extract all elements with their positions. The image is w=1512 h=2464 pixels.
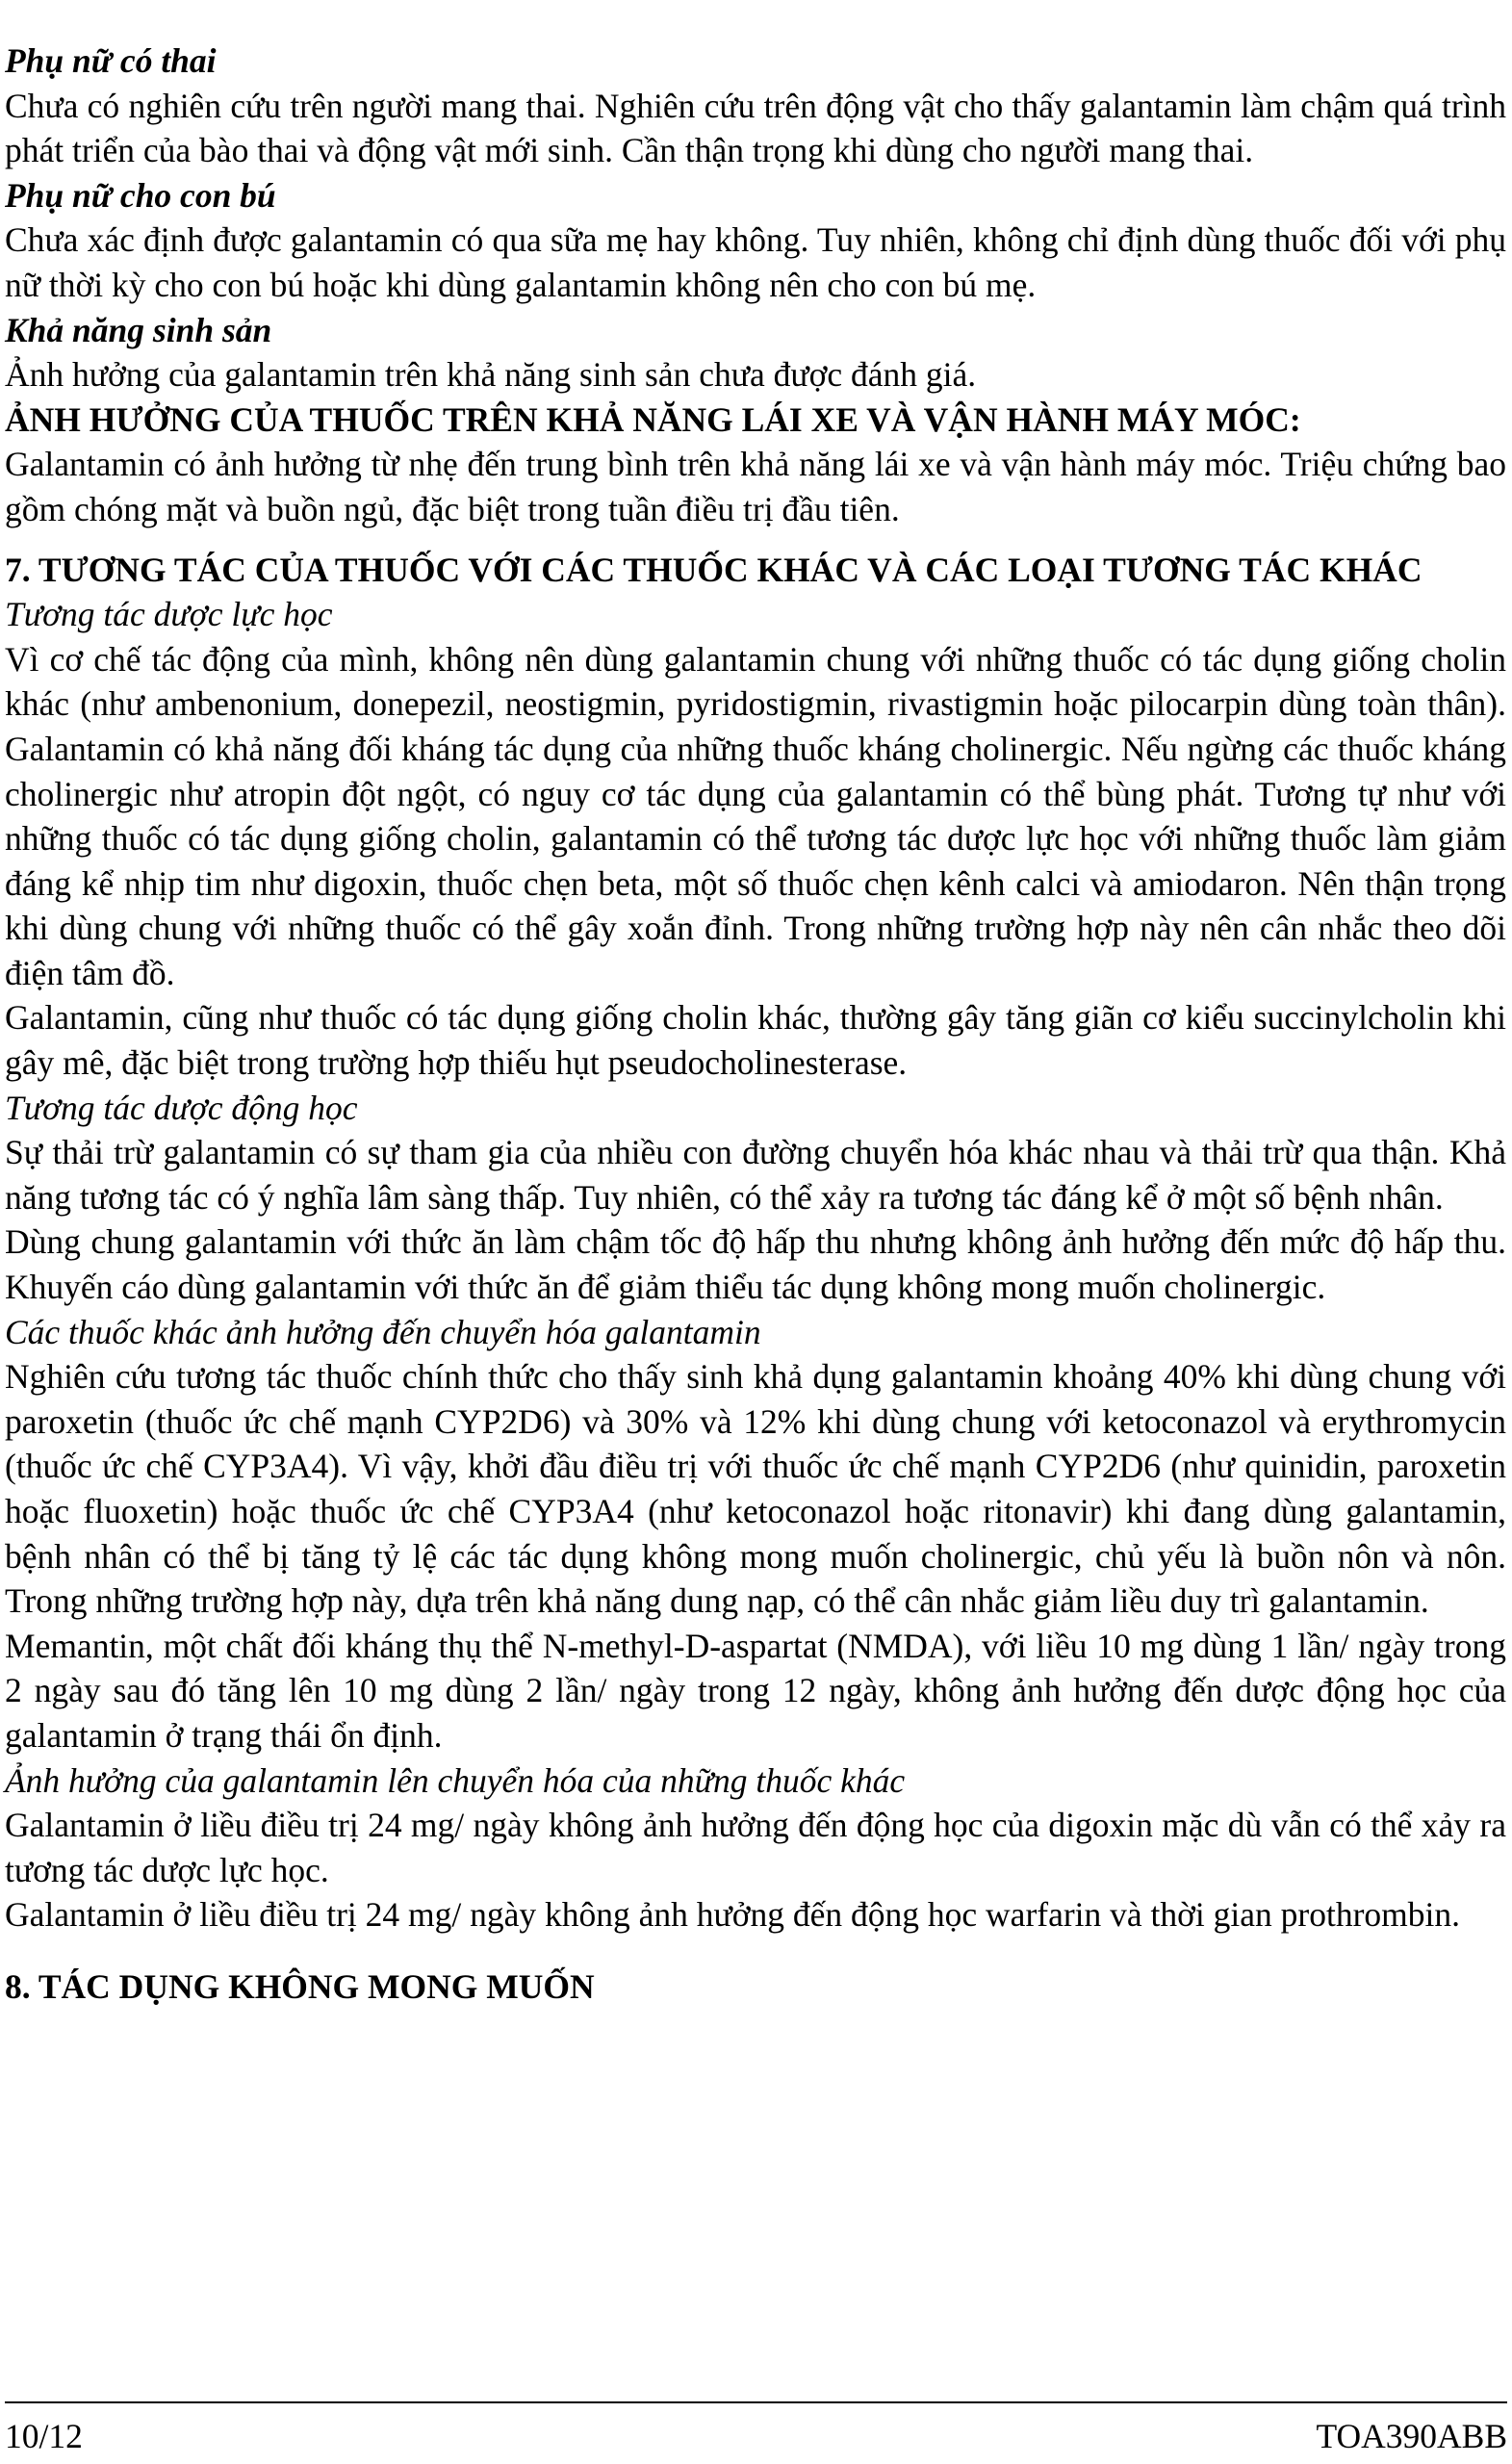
breastfeeding-text: Chưa xác định được galantamin có qua sữa mẹ hay không. Tuy nhiên, không chỉ định dùng thuốc đối với phụ nữ thời kỳ cho con bú hoặc khi dùng galantamin không nên cho con bú mẹ.	[5, 220, 1506, 304]
document-page	[5, 38, 1506, 2010]
footer-row	[5, 2417, 1507, 2455]
page-number: 10/12	[5, 2417, 83, 2455]
pharmacodynamic-paragraph-2: Galantamin, cũng như thuốc có tác dụng giống cholin khác, thường gây tăng giãn cơ kiểu succinylcholin khi gây mê, đặc biệt trong trường hợp thiếu hụt pseudocholinesterase.	[5, 998, 1506, 1083]
pharmacokinetic-paragraph-2: Dùng chung galantamin với thức ăn làm chậm tốc độ hấp thu nhưng không ảnh hưởng đến mức độ hấp thu. Khuyến cáo dùng galantamin với thức ăn để giảm thiểu tác dụng không mong muốn cholinergic.	[5, 1222, 1506, 1307]
pharmacodynamic-heading: Tương tác dược lực học	[5, 595, 333, 634]
pharmacokinetic-heading: Tương tác dược động học	[5, 1088, 358, 1127]
driving-heading: ẢNH HƯỞNG CỦA THUỐC TRÊN KHẢ NĂNG LÁI XE VÀ VẬN HÀNH MÁY MÓC:	[5, 399, 1301, 439]
effect-on-other-drugs-heading: Ảnh hưởng của galantamin lên chuyển hóa của những thuốc khác	[5, 1760, 906, 1800]
document-code: TOA390ABB	[1316, 2417, 1507, 2455]
pharmacokinetic-paragraph-1: Sự thải trừ galantamin có sự tham gia của nhiều con đường chuyển hóa khác nhau và thải trừ qua thận. Khả năng tương tác có ý nghĩa lâm sàng thấp. Tuy nhiên, có thể xảy ra tương tác đáng kể ở một số bệnh nhân.	[5, 1133, 1506, 1217]
other-drugs-paragraph-2: Memantin, một chất đối kháng thụ thể N-methyl-D-aspartat (NMDA), với liều 10 mg dùng 1 lần/ ngày trong 2 ngày sau đó tăng lên 10 mg dùng 2 lần/ ngày trong 12 ngày, không ảnh hưởng đến dược động học của galantamin ở trạng thái ổn định.	[5, 1626, 1506, 1755]
other-drugs-heading: Các thuốc khác ảnh hưởng đến chuyển hóa galantamin	[5, 1312, 761, 1351]
fertility-heading: Khả năng sinh sản	[5, 310, 272, 349]
pharmacodynamic-paragraph-1: Vì cơ chế tác động của mình, không nên dùng galantamin chung với những thuốc có tác dụng giống cholin khác (như ambenonium, donepezil, neostigmin, pyridostigmin, rivastigmin hoặc pilocarpin dùng toàn thân). Galantamin có khả năng đối kháng tác dụng của những thuốc kháng cholinergic. Nếu ngừng các thuốc kháng cholinergic như atropin đột ngột, có nguy cơ tác dụng của galantamin có thể bùng phát. Tương tự như với những thuốc có tác dụng giống cholin, galantamin có thể tương tác dược lực học với những thuốc làm giảm đáng kể nhịp tim như digoxin, thuốc chẹn beta, một số thuốc chẹn kênh calci và amiodaron. Nên thận trọng khi dùng chung với những thuốc có thể gây xoắn đỉnh. Trong những trường hợp này nên cân nhắc theo dõi điện tâm đồ.	[5, 639, 1506, 992]
breastfeeding-heading: Phụ nữ cho con bú	[5, 175, 276, 215]
section-7-heading: 7. TƯƠNG TÁC CỦA THUỐC VỚI CÁC THUỐC KHÁC VÀ CÁC LOẠI TƯƠNG TÁC KHÁC	[5, 550, 1422, 589]
section-8-heading: 8. TÁC DỤNG KHÔNG MONG MUỐN	[5, 1966, 595, 2006]
driving-text: Galantamin có ảnh hưởng từ nhẹ đến trung bình trên khả năng lái xe và vận hành máy móc. Triệu chứng bao gồm chóng mặt và buồn ngủ, đặc biệt trong tuần điều trị đầu tiên.	[5, 445, 1506, 528]
fertility-text: Ảnh hưởng của galantamin trên khả năng sinh sản chưa được đánh giá.	[5, 355, 977, 395]
page-footer	[5, 2401, 1507, 2455]
pregnancy-heading: Phụ nữ có thai	[5, 41, 217, 80]
pregnancy-text: Chưa có nghiên cứu trên người mang thai. Nghiên cứu trên động vật cho thấy galantamin làm chậm quá trình phát triển của bào thai và động vật mới sinh. Cần thận trọng khi dùng cho người mang thai.	[5, 86, 1506, 170]
other-drugs-paragraph-1: Nghiên cứu tương tác thuốc chính thức cho thấy sinh khả dụng galantamin khoảng 40% khi dùng chung với paroxetin (thuốc ức chế mạnh CYP2D6) và 30% và 12% khi dùng chung với ketoconazol và erythromycin (thuốc ức chế CYP3A4). Vì vậy, khởi đầu điều trị với thuốc ức chế mạnh CYP2D6 (như quinidin, paroxetin hoặc fluoxetin) hoặc thuốc ức chế CYP3A4 (như ketoconazol hoặc ritonavir) khi đang dùng galantamin, bệnh nhân có thể bị tăng tỷ lệ các tác dụng không mong muốn cholinergic, chủ yếu là buồn nôn và nôn. Trong những trường hợp này, dựa trên khả năng dung nạp, có thể cân nhắc giảm liều duy trì galantamin.	[5, 1357, 1506, 1621]
effect-paragraph-1: Galantamin ở liều điều trị 24 mg/ ngày không ảnh hưởng đến động học của digoxin mặc dù vẫn có thể xảy ra tương tác dược lực học.	[5, 1806, 1506, 1889]
effect-paragraph-2: Galantamin ở liều điều trị 24 mg/ ngày không ảnh hưởng đến động học warfarin và thời gian prothrombin.	[5, 1895, 1461, 1935]
